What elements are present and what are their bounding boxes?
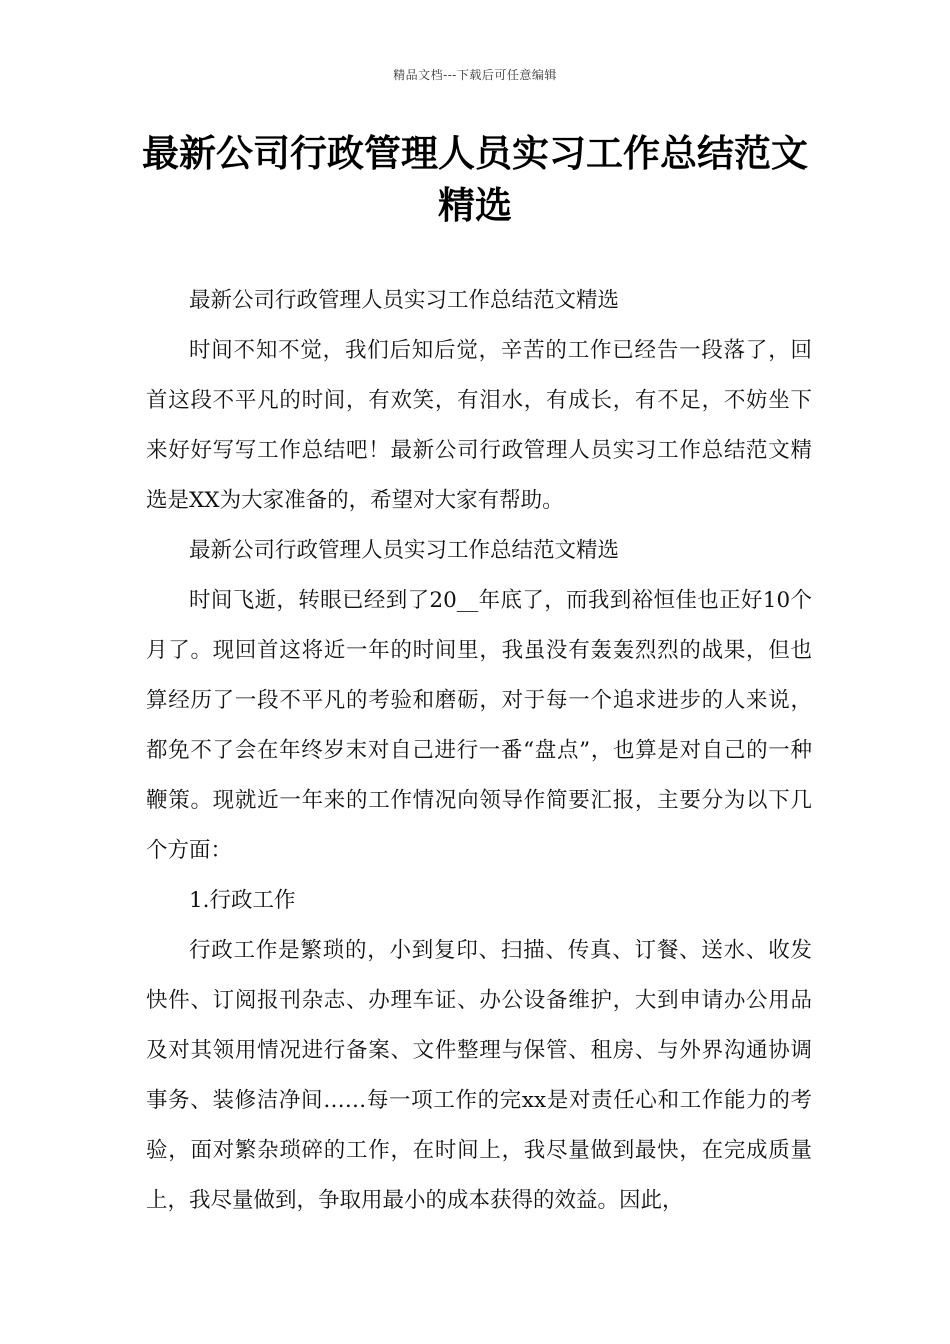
document-title: 最新公司行政管理人员实习工作总结范文精选	[142, 132, 808, 227]
paragraph-subtitle: 最新公司行政管理人员实习工作总结范文精选	[189, 288, 620, 313]
document-header-note: 精品文档---下载后可任意编辑	[393, 68, 557, 82]
section-heading-admin-work: 1.行政工作	[189, 888, 296, 913]
paragraph-subtitle-repeat: 最新公司行政管理人员实习工作总结范文精选	[189, 538, 620, 563]
paragraph-intro: 时间不知不觉，我们后知后觉，辛苦的工作已经告一段落了，回首这段不平凡的时间，有欢笑，有泪水，有成长，有不足，不妨坐下来好好写写工作总结吧！最新公司行政管理人员实习工作总结范文精选是XX为大家准备的，希望对大家有帮助。	[146, 338, 812, 513]
document-body	[146, 276, 812, 1226]
paragraph-summary-opening: 时间飞逝，转眼已经到了20__年底了，而我到裕恒佳也正好10个月了。现回首这将近一年的时间里，我虽没有轰轰烈烈的战果，但也算经历了一段不平凡的考验和磨砺，对于每一个追求进步的人来说，都免不了会在年终岁末对自己进行一番“盘点”，也算是对自己的一种鞭策。现就近一年来的工作情况向领导作简要汇报，主要分为以下几个方面：	[146, 588, 812, 863]
paragraph-admin-work: 行政工作是繁琐的，小到复印、扫描、传真、订餐、送水、收发快件、订阅报刊杂志、办理车证、办公设备维护，大到申请办公用品及对其领用情况进行备案、文件整理与保管、租房、与外界沟通协调事务、装修洁净间……每一项工作的完xx是对责任心和工作能力的考验，面对繁杂琐碎的工作，在时间上，我尽量做到最快，在完成质量上，我尽量做到，争取用最小的成本获得的效益。因此，	[146, 938, 812, 1213]
